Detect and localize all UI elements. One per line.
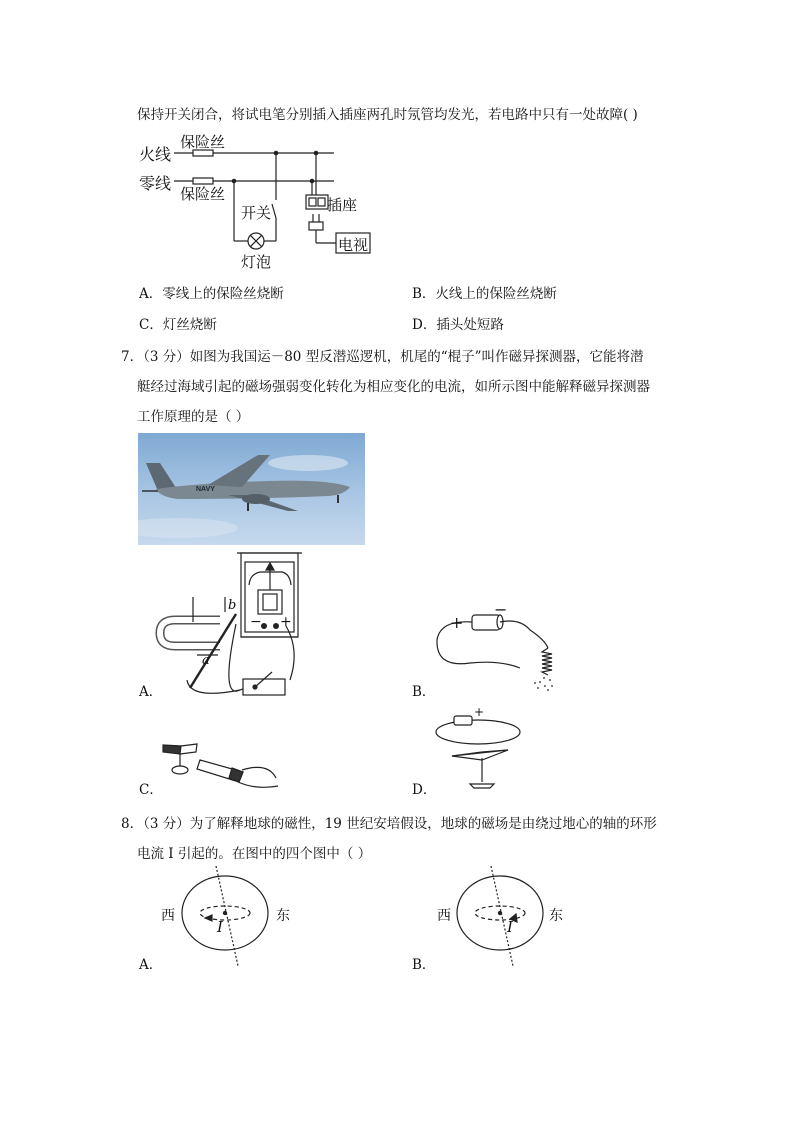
q7-option-b: B．: [412, 684, 436, 700]
live-wire-label: 火线: [139, 145, 172, 164]
battery-plus-d: +: [474, 705, 485, 719]
q6-option-c: C．灯丝烧断: [139, 317, 217, 333]
current-label-b: I: [507, 918, 513, 936]
rod-label-a: a: [202, 653, 210, 668]
neutral-wire-label: 零线: [139, 174, 172, 193]
east-label-b: 东: [549, 908, 563, 924]
rod-label-b: b: [228, 598, 237, 613]
q6-question-text: 保持开关闭合，将试电笔分别插入插座两孔时氖管均发光，若电路中只有一处故障( ): [137, 107, 638, 123]
q8-question-line2: 电流 I 引起的。在图中的四个图中（ ）: [137, 846, 372, 862]
q6-option-d: D．插头处短路: [412, 317, 504, 333]
q7-question-line1: 7．（3 分）如图为我国运－80 型反潜巡逻机，机尾的“棍子”叫作磁异探测器，它能将潜: [121, 349, 644, 365]
q7-question-line2: 艇经过海域引起的磁场强弱变化转化为相应变化的电流，如所示图中能解释磁异探测器: [137, 379, 650, 395]
q8-option-b: B．: [412, 957, 436, 973]
west-label-a: 西: [161, 908, 175, 924]
tv-label: 电视: [338, 236, 369, 254]
fuse-label-live: 保险丝: [180, 133, 226, 151]
west-label-b: 西: [437, 908, 451, 924]
fuse-label-neutral: 保险丝: [180, 185, 226, 203]
galvanometer-plus: +: [280, 614, 292, 630]
bulb-label: 灯泡: [241, 253, 272, 271]
socket-label: 插座: [327, 196, 358, 214]
q7-option-c: C．: [139, 782, 163, 798]
q6-option-b: B．火线上的保险丝烧断: [412, 286, 557, 302]
q7-option-a: A．: [139, 684, 163, 700]
battery-plus-b: +: [450, 613, 464, 632]
battery-minus-b: −: [494, 600, 508, 619]
q6-option-a: A．零线上的保险丝烧断: [139, 286, 284, 302]
galvanometer-minus: −: [250, 614, 262, 630]
q7-option-d: D．: [412, 782, 437, 798]
q8-option-a: A．: [139, 957, 163, 973]
switch-label: 开关: [241, 204, 272, 222]
east-label-a: 东: [276, 908, 290, 924]
q7-question-line3: 工作原理的是（ ）: [137, 409, 250, 425]
q8-question-line1: 8．（3 分）为了解释地球的磁性，19 世纪安培假设，地球的磁场是由绕过地心的轴的环形: [121, 816, 657, 832]
aircraft-navy-marking: NAVY: [196, 486, 215, 493]
current-label-a: I: [217, 918, 223, 936]
